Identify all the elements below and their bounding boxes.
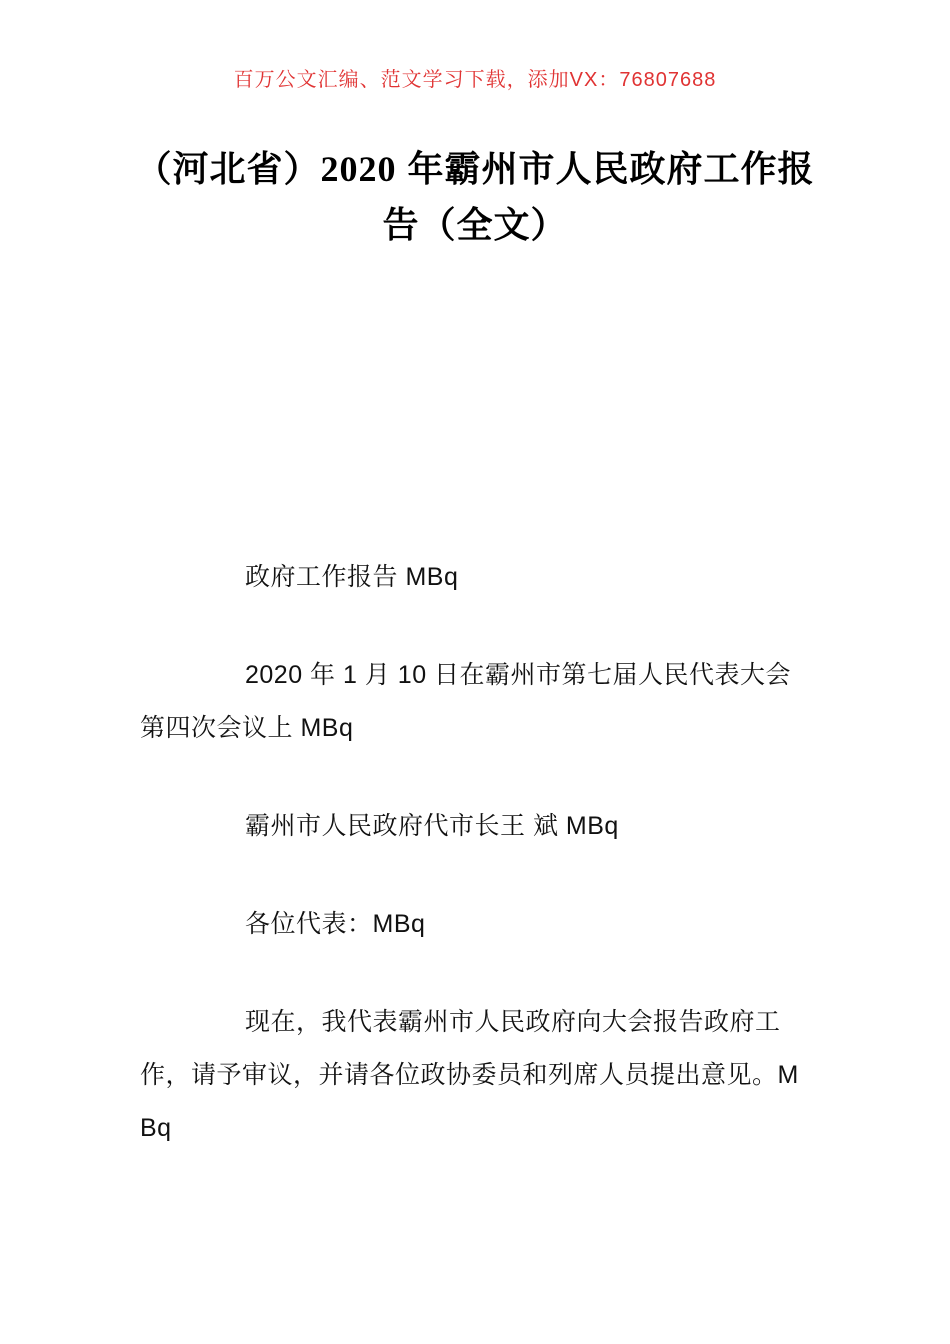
paragraph-speaker-line: 霸州市人民政府代市长王 斌 MBq (245, 812, 619, 840)
title-year: 2020 (320, 149, 397, 189)
title-main-text: 年霸州市人民政府工作报 (396, 148, 815, 189)
paragraph-salutation: 各位代表：MBq (245, 910, 426, 938)
paragraph-opening-statement: 现在，我代表霸州市人民政府向大会报告政府工作，请予审议，并请各位政协委员和列席人员提出意见。MBq (140, 1008, 799, 1142)
title-region-prefix: （河北省） (135, 148, 321, 189)
paragraph-report-heading: 政府工作报告 MBq (245, 563, 459, 591)
document-title (65, 141, 885, 253)
title-line-1 (65, 141, 885, 197)
title-line-2: 告（全文） (382, 204, 568, 245)
ad-banner-text: 百万公文汇编、范文学习下载，添加VX：76807688 (233, 69, 717, 91)
paragraph-session-line: 2020 年 1 月 10 日在霸州市第七届人民代表大会第四次会议上 MBq (140, 661, 792, 742)
document-body (140, 551, 812, 1200)
